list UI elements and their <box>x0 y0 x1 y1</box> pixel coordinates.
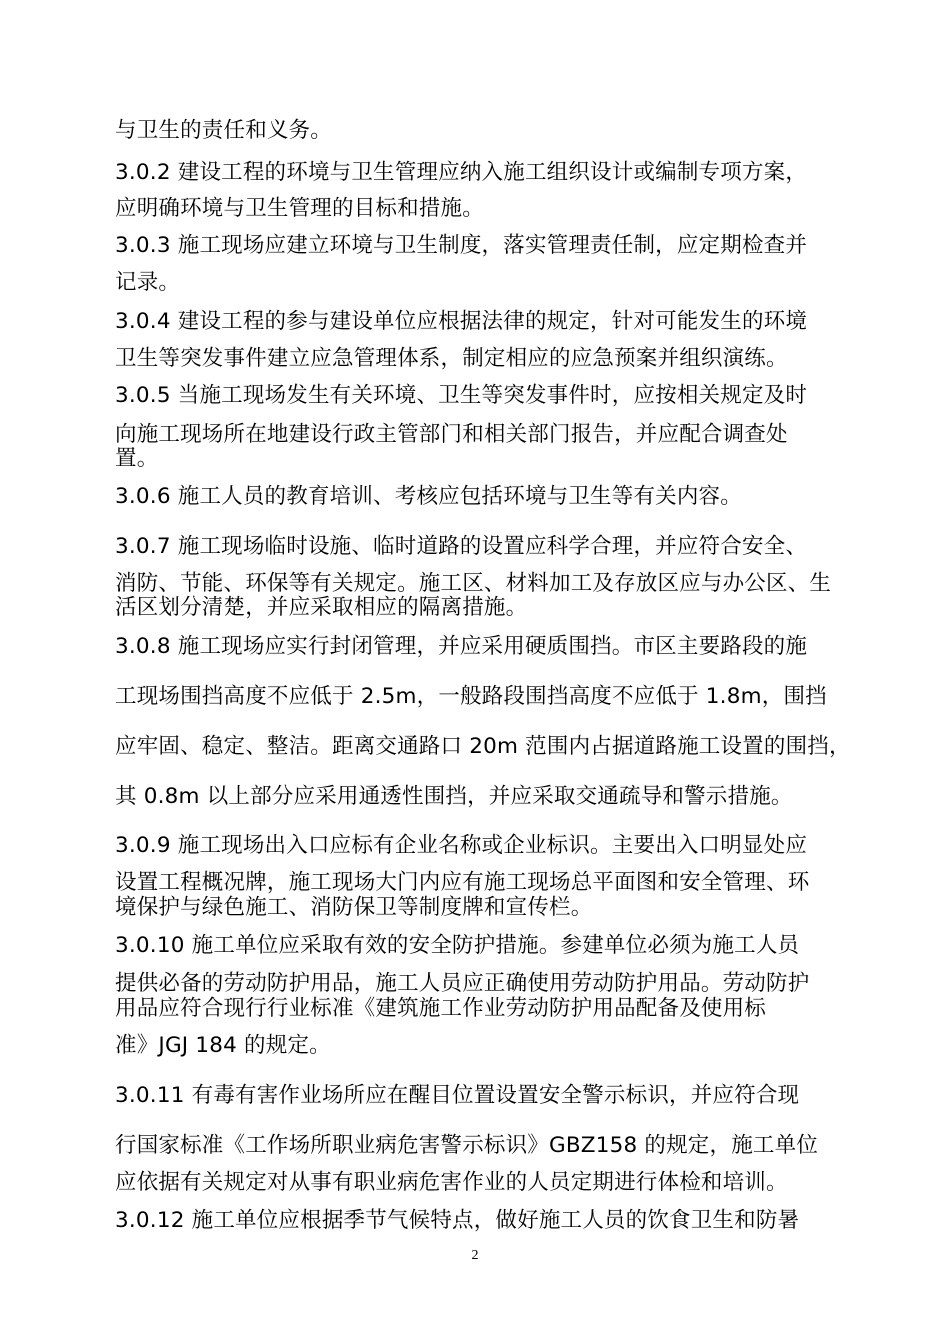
text-line: 境保护与绿色施工、消防保卫等制度牌和宣传栏。 <box>115 895 593 920</box>
text-line: 3.0.4 建设工程的参与建设单位应根据法律的规定，针对可能发生的环境 <box>115 309 808 334</box>
text-line: 行国家标准《工作场所职业病危害警示标识》GBZ158 的规定，施工单位 <box>115 1133 819 1158</box>
text-line: 用品应符合现行行业标准《建筑施工作业劳动防护用品配备及使用标 <box>115 996 767 1021</box>
text-line: 3.0.3 施工现场应建立环境与卫生制度，落实管理责任制，应定期检查并 <box>115 233 808 258</box>
text-line: 应明确环境与卫生管理的目标和措施。 <box>115 196 484 221</box>
text-line: 向施工现场所在地建设行政主管部门和相关部门报告，并应配合调查处 <box>115 422 788 447</box>
text-line: 3.0.6 施工人员的教育培训、考核应包括环境与卫生等有关内容。 <box>115 484 742 509</box>
text-line: 准》JGJ 184 的规定。 <box>115 1033 331 1058</box>
text-line: 卫生等突发事件建立应急管理体系，制定相应的应急预案并组织演练。 <box>115 346 788 371</box>
text-line: 3.0.9 施工现场出入口应标有企业名称或企业标识。主要出入口明显处应 <box>115 833 808 858</box>
text-line: 与卫生的责任和义务。 <box>115 118 333 143</box>
text-line: 应依据有关规定对从事有职业病危害作业的人员定期进行体检和培训。 <box>115 1170 788 1195</box>
page-number: 2 <box>471 1248 479 1263</box>
text-line: 记录。 <box>115 270 181 295</box>
text-line: 应牢固、稳定、整洁。距离交通路口 20m 范围内占据道路施工设置的围挡， <box>115 734 851 759</box>
text-line: 3.0.7 施工现场临时设施、临时道路的设置应科学合理，并应符合安全、 <box>115 534 808 559</box>
text-line: 提供必备的劳动防护用品，施工人员应正确使用劳动防护用品。劳动防护 <box>115 971 810 996</box>
text-line: 3.0.11 有毒有害作业场所应在醒目位置设置安全警示标识，并应符合现 <box>115 1083 800 1108</box>
text-line: 工现场围挡高度不应低于 2.5m，一般路段围挡高度不应低于 1.8m，围挡 <box>115 684 827 709</box>
text-line: 3.0.10 施工单位应采取有效的安全防护措施。参建单位必须为施工人员 <box>115 933 800 958</box>
text-line: 消防、节能、环保等有关规定。施工区、材料加工及存放区应与办公区、生 <box>115 571 832 596</box>
text-line: 活区划分清楚，并应采取相应的隔离措施。 <box>115 595 528 620</box>
text-line: 3.0.2 建设工程的环境与卫生管理应纳入施工组织设计或编制专项方案， <box>115 160 808 185</box>
text-line: 其 0.8m 以上部分应采用通透性围挡，并应采取交通疏导和警示措施。 <box>115 784 793 809</box>
text-line: 3.0.12 施工单位应根据季节气候特点，做好施工人员的饮食卫生和防暑 <box>115 1208 800 1233</box>
text-line: 设置工程概况牌，施工现场大门内应有施工现场总平面图和安全管理、环 <box>115 870 810 895</box>
text-line: 3.0.5 当施工现场发生有关环境、卫生等突发事件时，应按相关规定及时 <box>115 383 808 408</box>
text-line: 3.0.8 施工现场应实行封闭管理，并应采用硬质围挡。市区主要路段的施 <box>115 634 808 659</box>
text-line: 置。 <box>115 446 159 471</box>
